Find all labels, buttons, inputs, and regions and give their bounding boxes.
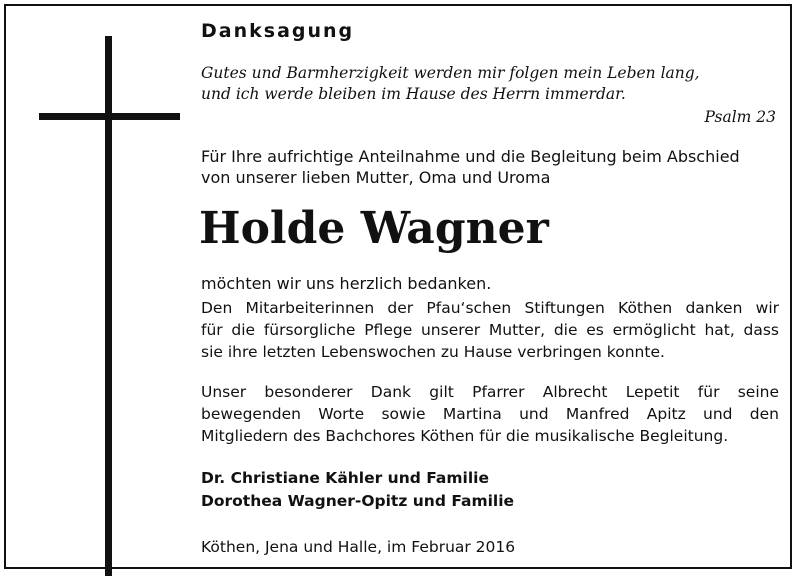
intro-line: Für Ihre aufrichtige Anteilnahme und die Begleitung beim Abschied — [201, 147, 740, 166]
signer-name: Dr. Christiane Kähler und Familie — [201, 469, 489, 487]
bible-verse-source: Psalm 23 — [704, 108, 776, 126]
paragraph-line: für die fürsorgliche Pflege unserer Mutter, die es ermöglicht hat, dass — [201, 321, 779, 339]
signer-name: Dorothea Wagner-Opitz und Familie — [201, 492, 515, 510]
paragraph-line: Unser besonderer Dank gilt Pfarrer Albrecht Lepetit für seine — [201, 383, 779, 401]
bible-verse — [201, 63, 776, 105]
paragraph-line: sie ihre letzten Lebenswochen zu Hause verbringen konnte. — [201, 343, 665, 361]
intro-line: von unserer lieben Mutter, Oma und Uroma — [201, 168, 551, 187]
intro-text — [201, 146, 781, 188]
paragraph-line: bewegenden Worte sowie Martina und Manfred Apitz und den — [201, 405, 779, 423]
thanks-line: möchten wir uns herzlich bedanken. — [201, 274, 492, 293]
place-and-date: Köthen, Jena und Halle, im Februar 2016 — [201, 538, 516, 556]
deceased-name: Holde Wagner — [199, 203, 549, 254]
signers — [201, 467, 514, 513]
notice-title: Danksagung — [201, 20, 355, 42]
cross-icon-horizontal-bar — [39, 113, 180, 120]
paragraph-line: Mitgliedern des Bachchores Köthen für die musikalische Begleitung. — [201, 427, 729, 445]
paragraph-pastor-choir — [201, 381, 779, 447]
paragraph-caregivers — [201, 297, 779, 363]
bible-verse-line: Gutes und Barmherzigkeit werden mir folgen mein Leben lang, — [201, 64, 700, 82]
paragraph-line: Den Mitarbeiterinnen der Pfau‘schen Stiftungen Köthen danken wir — [201, 299, 779, 317]
bible-verse-line: und ich werde bleiben im Hause des Herrn immerdar. — [201, 85, 626, 103]
